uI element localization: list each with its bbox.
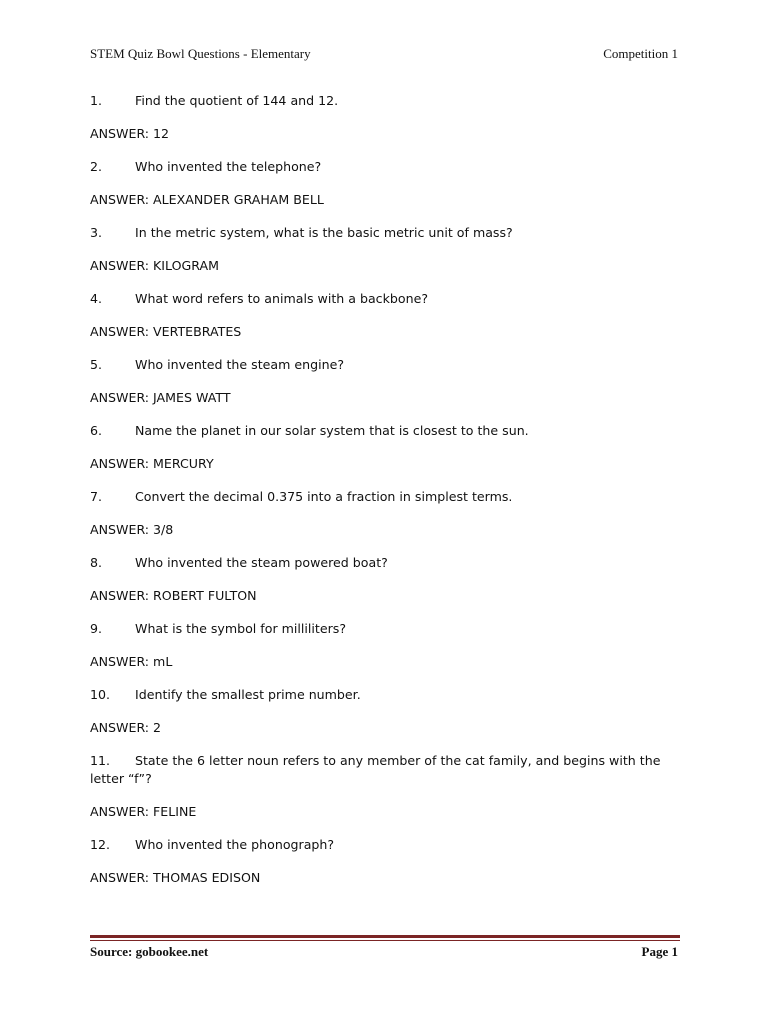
page-header: [90, 46, 678, 66]
question-item: [90, 356, 680, 407]
answer-text: ANSWER: 3/8: [90, 522, 174, 537]
question-number: 11.: [90, 753, 111, 768]
question-item: [90, 554, 680, 605]
answer-text: ANSWER: ROBERT FULTON: [90, 588, 257, 603]
question-text: Who invented the telephone?: [135, 159, 322, 174]
question-item: [90, 92, 680, 143]
answer-text: ANSWER: VERTEBRATES: [90, 324, 242, 339]
question-number: 10.: [90, 687, 111, 702]
question-text: Who invented the steam engine?: [135, 357, 345, 372]
answer-text: ANSWER: 2: [90, 720, 162, 735]
question-text: Find the quotient of 144 and 12.: [135, 93, 339, 108]
question-number: 4.: [90, 291, 103, 306]
question-item: [90, 224, 680, 275]
question-number: 7.: [90, 489, 103, 504]
question-number: 5.: [90, 357, 103, 372]
question-text: Who invented the steam powered boat?: [135, 555, 388, 570]
footer-divider-thin: [90, 940, 680, 941]
question-item: [90, 836, 680, 887]
question-text: What is the symbol for milliliters?: [135, 621, 347, 636]
question-text-line: [90, 224, 680, 242]
question-text-line: [90, 836, 680, 854]
question-text-line: [90, 422, 680, 440]
answer-text: ANSWER: 12: [90, 126, 170, 141]
question-text-line: [90, 686, 680, 704]
answer-text: ANSWER: THOMAS EDISON: [90, 870, 261, 885]
question-text: State the 6 letter noun refers to any member of the cat family, and begins with the letter “f”?: [90, 753, 661, 786]
question-text: Identify the smallest prime number.: [135, 687, 361, 702]
question-item: [90, 620, 680, 671]
footer-divider-thick: [90, 935, 680, 938]
question-text-line: [90, 554, 680, 572]
question-item: [90, 488, 680, 539]
question-item: [90, 158, 680, 209]
question-item: [90, 422, 680, 473]
answer-text: ANSWER: mL: [90, 654, 173, 669]
page-footer: [90, 944, 678, 964]
question-list: [90, 92, 680, 902]
question-text: Name the planet in our solar system that is closest to the sun.: [135, 423, 529, 438]
question-item: [90, 686, 680, 737]
question-item: [90, 290, 680, 341]
question-text-line: [90, 356, 680, 374]
source-label: Source: gobookee.net: [90, 944, 209, 959]
question-text: Who invented the phonograph?: [135, 837, 335, 852]
question-text-line: [90, 92, 680, 110]
question-number: 2.: [90, 159, 103, 174]
question-number: 12.: [90, 837, 111, 852]
question-number: 3.: [90, 225, 103, 240]
page-number: Page 1: [641, 944, 678, 959]
question-number: 6.: [90, 423, 103, 438]
answer-text: ANSWER: MERCURY: [90, 456, 214, 471]
answer-text: ANSWER: KILOGRAM: [90, 258, 219, 273]
question-text: In the metric system, what is the basic metric unit of mass?: [135, 225, 513, 240]
question-number: 8.: [90, 555, 103, 570]
question-text-line: [90, 158, 680, 176]
answer-text: ANSWER: FELINE: [90, 804, 197, 819]
question-text-line: [90, 290, 680, 308]
document-title: STEM Quiz Bowl Questions - Elementary: [90, 46, 311, 61]
answer-text: ANSWER: JAMES WATT: [90, 390, 231, 405]
question-text: What word refers to animals with a backbone?: [135, 291, 429, 306]
question-text: Convert the decimal 0.375 into a fraction in simplest terms.: [135, 489, 513, 504]
competition-label: Competition 1: [603, 46, 678, 61]
question-item: [90, 752, 680, 821]
footer-divider: [90, 935, 680, 941]
question-text-line: [90, 488, 680, 506]
question-number: 1.: [90, 93, 103, 108]
question-text-line: [90, 620, 680, 638]
question-number: 9.: [90, 621, 103, 636]
question-text-line: [90, 752, 680, 788]
answer-text: ANSWER: ALEXANDER GRAHAM BELL: [90, 192, 324, 207]
